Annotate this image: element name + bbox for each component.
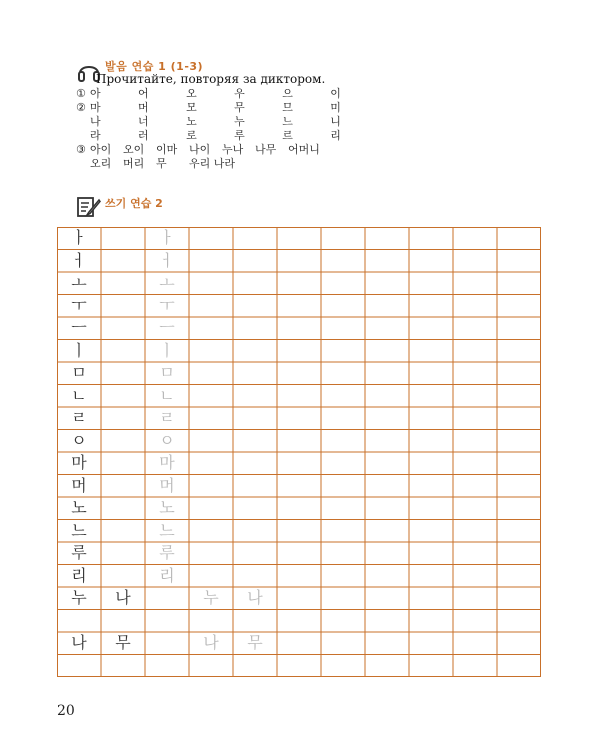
- grid-model-char: ㅣ: [71, 340, 87, 360]
- drill-item: 루: [234, 129, 245, 142]
- drill-item: 모: [186, 101, 197, 114]
- grid-model-char: 느: [71, 520, 87, 540]
- page-number: 20: [57, 703, 75, 719]
- drill-marker: ②: [76, 101, 86, 114]
- grid-trace-char: ㅁ: [159, 363, 175, 383]
- grid-trace-char: 리: [159, 565, 175, 585]
- grid-model-char: ㅗ: [71, 273, 87, 293]
- drill-item: 으: [282, 87, 293, 100]
- drill-item: 므: [282, 101, 293, 114]
- drill-item: 오: [186, 87, 197, 100]
- drill-row: [76, 101, 396, 115]
- drill-marker: ③: [76, 143, 86, 156]
- drill-item: 아: [90, 87, 101, 100]
- grid-model-char: ㅓ: [71, 250, 87, 270]
- grid-trace-char: ㅜ: [159, 295, 175, 315]
- grid-model-char: 루: [71, 543, 87, 563]
- drill-item: 나무: [255, 143, 277, 156]
- drill-item: 무: [234, 101, 245, 114]
- grid-trace-char: 루: [159, 543, 175, 563]
- drill-item: 로: [186, 129, 197, 142]
- drill-item: 아이: [90, 143, 112, 156]
- grid-trace-char: ㅡ: [159, 318, 175, 338]
- grid-model-char: 마: [71, 453, 87, 473]
- instruction-text: Прочитайте, повторяя за диктором.: [96, 72, 326, 86]
- grid-trace-char: ㅗ: [159, 273, 175, 293]
- writing-grid: [57, 227, 541, 677]
- section2-title: 쓰기 연습 2: [105, 197, 163, 210]
- drill-item: 미: [330, 101, 341, 114]
- drill-item: 나이: [189, 143, 211, 156]
- drill-item: 나: [90, 115, 101, 128]
- drill-item: 르: [282, 129, 293, 142]
- drill-item: 머리: [123, 157, 145, 170]
- grid-trace-char: ㄴ: [159, 385, 175, 405]
- grid-model-char: 누: [71, 588, 87, 608]
- grid-trace-char: 느: [159, 520, 175, 540]
- drill-item: 라: [90, 129, 101, 142]
- grid-model-char: ㅇ: [71, 430, 87, 450]
- grid-trace-char: 누: [203, 588, 219, 608]
- drill-item: 느: [282, 115, 293, 128]
- grid-trace-char: 머: [159, 475, 175, 495]
- grid-trace-char: 나: [203, 633, 219, 653]
- grid-trace-char: 나: [247, 588, 263, 608]
- grid-trace-char: ㅣ: [159, 340, 175, 360]
- drill-item: 머: [138, 101, 149, 114]
- drill-item: 마: [90, 101, 101, 114]
- drill-item: 리: [330, 129, 341, 142]
- drill-row: [76, 115, 396, 129]
- grid-trace-char: 마: [159, 453, 175, 473]
- drill-row: [76, 129, 396, 143]
- grid-model-char: 머: [71, 475, 87, 495]
- drill-item: 어머니: [288, 143, 320, 156]
- section1-title: 발음 연습 1 (1-3): [105, 60, 204, 73]
- grid-trace-char: 노: [159, 498, 175, 518]
- writing-pencil-icon: [76, 195, 102, 219]
- grid-model-char: 나: [115, 588, 131, 608]
- drill-row: [76, 157, 396, 171]
- drill-item: 우: [234, 87, 245, 100]
- grid-trace-char: ㅓ: [159, 250, 175, 270]
- grid-trace-char: 무: [247, 633, 263, 653]
- drill-marker: ①: [76, 87, 86, 100]
- drill-item: 노: [186, 115, 197, 128]
- grid-model-char: ㅜ: [71, 295, 87, 315]
- drill-item: 니: [330, 115, 341, 128]
- grid-trace-char: ㅏ: [159, 228, 175, 248]
- drill-item: 누나: [222, 143, 244, 156]
- grid-trace-char: ㅇ: [159, 430, 175, 450]
- grid-model-char: 나: [71, 633, 87, 653]
- grid-model-char: 노: [71, 498, 87, 518]
- drill-item: 러: [138, 129, 149, 142]
- grid-lines: [57, 227, 541, 677]
- grid-model-char: 리: [71, 565, 87, 585]
- drill-item: 오리: [90, 157, 112, 170]
- drill-item: 이: [330, 87, 341, 100]
- grid-trace-char: ㄹ: [159, 408, 175, 428]
- drill-item: 어: [138, 87, 149, 100]
- grid-model-char: ㄹ: [71, 408, 87, 428]
- drill-item: 우리 나라: [189, 157, 236, 170]
- pronunciation-drill: [76, 87, 396, 177]
- grid-model-char: 무: [115, 633, 131, 653]
- drill-item: 누: [234, 115, 245, 128]
- grid-model-char: ㄴ: [71, 385, 87, 405]
- grid-model-char: ㅏ: [71, 228, 87, 248]
- drill-row: [76, 87, 396, 101]
- grid-model-char: ㅡ: [71, 318, 87, 338]
- grid-model-char: ㅁ: [71, 363, 87, 383]
- drill-item: 너: [138, 115, 149, 128]
- drill-item: 무: [156, 157, 167, 170]
- drill-row: [76, 143, 396, 157]
- drill-item: 이마: [156, 143, 178, 156]
- drill-item: 오이: [123, 143, 145, 156]
